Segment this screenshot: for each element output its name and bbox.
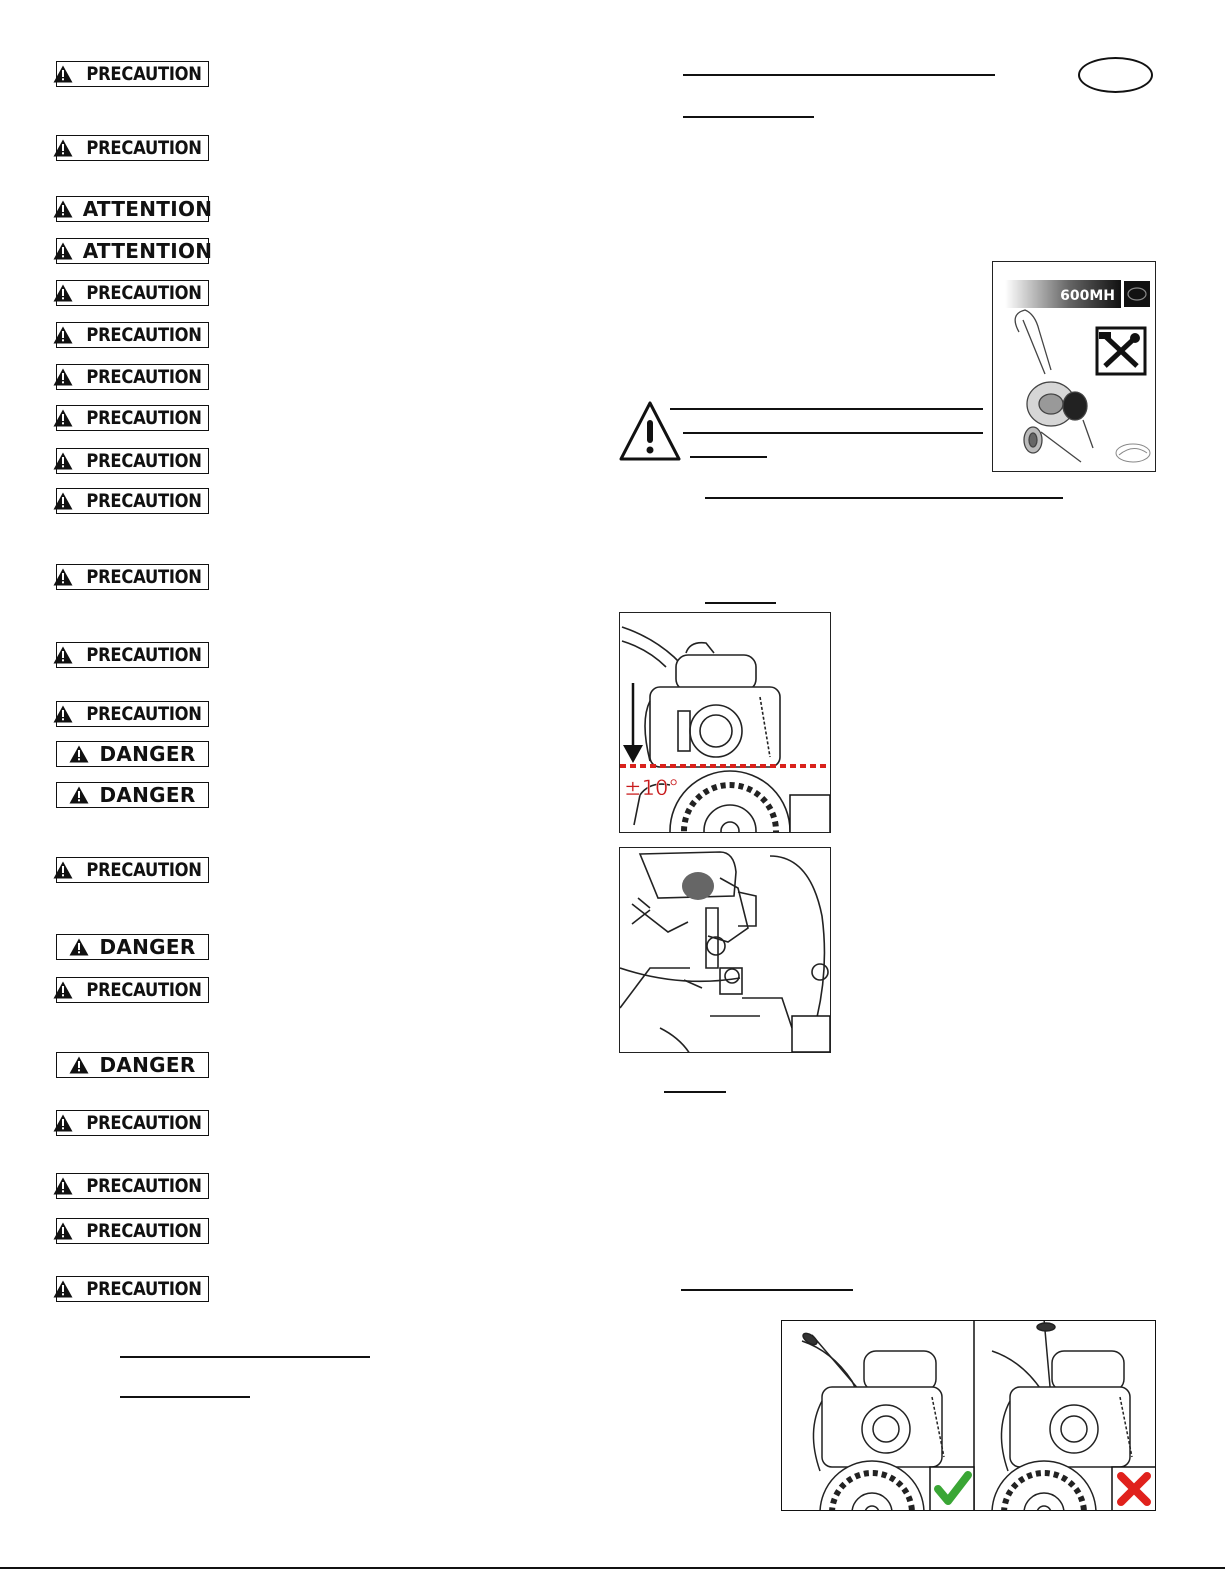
label-text: DANGER bbox=[99, 742, 196, 766]
warning-label-precaution bbox=[56, 642, 209, 668]
wheel bbox=[670, 771, 790, 833]
label-text: PRECAUTION bbox=[86, 1112, 203, 1134]
warning-triangle-icon bbox=[53, 705, 73, 723]
label-text: PRECAUTION bbox=[86, 490, 203, 512]
section-underline bbox=[705, 497, 1063, 499]
label-text: PRECAUTION bbox=[86, 137, 203, 159]
warning-triangle-icon bbox=[53, 284, 73, 302]
warning-label-precaution bbox=[56, 61, 209, 87]
label-text: PRECAUTION bbox=[86, 1278, 203, 1300]
warning-triangle-icon bbox=[53, 1280, 73, 1298]
label-text: PRECAUTION bbox=[86, 282, 203, 304]
warning-label-precaution bbox=[56, 488, 209, 514]
label-text: PRECAUTION bbox=[86, 644, 203, 666]
warning-triangle-icon bbox=[53, 200, 73, 218]
warning-triangle-icon bbox=[53, 568, 73, 586]
warning-text-underline bbox=[690, 456, 767, 458]
warning-label-danger bbox=[56, 782, 209, 808]
comparison-figure bbox=[781, 1320, 1156, 1511]
carburetor-figure bbox=[619, 847, 831, 1053]
label-text: DANGER bbox=[99, 783, 196, 807]
warning-label-precaution bbox=[56, 1173, 209, 1199]
label-text: PRECAUTION bbox=[86, 63, 203, 85]
label-text: DANGER bbox=[99, 935, 196, 959]
warning-triangle-icon bbox=[53, 1114, 73, 1132]
warning-label-precaution bbox=[56, 405, 209, 431]
label-text: DANGER bbox=[99, 1053, 196, 1077]
warning-label-danger bbox=[56, 934, 209, 960]
warning-triangle-icon bbox=[69, 745, 89, 763]
warning-label-precaution bbox=[56, 1110, 209, 1136]
angle-label: ±10° bbox=[624, 776, 679, 800]
warning-triangle-icon bbox=[53, 409, 73, 427]
label-text: PRECAUTION bbox=[86, 1175, 203, 1197]
warning-label-precaution bbox=[56, 564, 209, 590]
manual-cover-image bbox=[992, 261, 1156, 472]
warning-triangle-icon bbox=[53, 326, 73, 344]
warning-label-precaution bbox=[56, 280, 209, 306]
section-underline bbox=[664, 1091, 726, 1093]
warning-triangle-icon bbox=[69, 938, 89, 956]
correct-panel bbox=[801, 1331, 944, 1511]
warning-label-precaution bbox=[56, 977, 209, 1003]
model-label: 600MH bbox=[1060, 288, 1115, 304]
warning-label-danger bbox=[56, 1052, 209, 1078]
label-text: PRECAUTION bbox=[86, 979, 203, 1001]
warning-label-attention bbox=[56, 238, 213, 264]
warning-triangle-icon bbox=[53, 368, 73, 386]
warning-triangle-icon bbox=[53, 65, 73, 83]
warning-label-precaution bbox=[56, 701, 209, 727]
machine-sketch bbox=[1015, 310, 1093, 462]
warning-triangle-icon bbox=[53, 861, 73, 879]
warning-triangle-icon bbox=[53, 981, 73, 999]
warning-triangle-icon bbox=[69, 1056, 89, 1074]
warning-label-danger bbox=[56, 741, 209, 767]
engine-level-figure bbox=[619, 612, 831, 833]
label-text: PRECAUTION bbox=[86, 407, 203, 429]
cross-icon bbox=[1112, 1467, 1156, 1511]
warning-label-precaution bbox=[56, 857, 209, 883]
warning-triangle-icon bbox=[53, 1222, 73, 1240]
section-underline bbox=[681, 1289, 853, 1291]
warning-label-precaution bbox=[56, 448, 209, 474]
label-text: ATTENTION bbox=[82, 239, 213, 263]
label-text: ATTENTION bbox=[82, 197, 213, 221]
warning-text-underline bbox=[683, 432, 983, 434]
warning-label-precaution bbox=[56, 135, 209, 161]
tools-icon bbox=[1097, 328, 1145, 374]
label-text: PRECAUTION bbox=[86, 324, 203, 346]
label-text: PRECAUTION bbox=[86, 1220, 203, 1242]
subheading-underline bbox=[683, 116, 814, 118]
brand-logo bbox=[1116, 444, 1150, 462]
warning-label-attention bbox=[56, 196, 213, 222]
label-text: PRECAUTION bbox=[86, 450, 203, 472]
warning-label-precaution bbox=[56, 364, 209, 390]
label-text: PRECAUTION bbox=[86, 859, 203, 881]
heading-underline bbox=[683, 74, 995, 76]
warning-label-precaution bbox=[56, 1276, 209, 1302]
section-underline bbox=[120, 1356, 370, 1358]
section-underline bbox=[120, 1396, 250, 1398]
language-oval bbox=[1078, 57, 1153, 93]
warning-triangle-icon bbox=[53, 1177, 73, 1195]
warning-triangle-icon bbox=[53, 139, 73, 157]
section-underline bbox=[705, 602, 776, 604]
label-text: PRECAUTION bbox=[86, 566, 203, 588]
warning-label-precaution bbox=[56, 322, 209, 348]
warning-triangle-icon bbox=[53, 646, 73, 664]
warning-triangle-icon bbox=[53, 452, 73, 470]
footer-rule bbox=[0, 1567, 1225, 1569]
label-text: PRECAUTION bbox=[86, 366, 203, 388]
warning-triangle-icon bbox=[53, 492, 73, 510]
label-text: PRECAUTION bbox=[86, 703, 203, 725]
warning-label-precaution bbox=[56, 1218, 209, 1244]
warning-text-underline bbox=[670, 408, 983, 410]
down-arrow-icon bbox=[623, 683, 643, 763]
warning-triangle-icon bbox=[53, 242, 73, 260]
check-icon bbox=[930, 1467, 974, 1511]
warning-triangle-icon bbox=[69, 786, 89, 804]
wrong-panel bbox=[992, 1321, 1132, 1511]
